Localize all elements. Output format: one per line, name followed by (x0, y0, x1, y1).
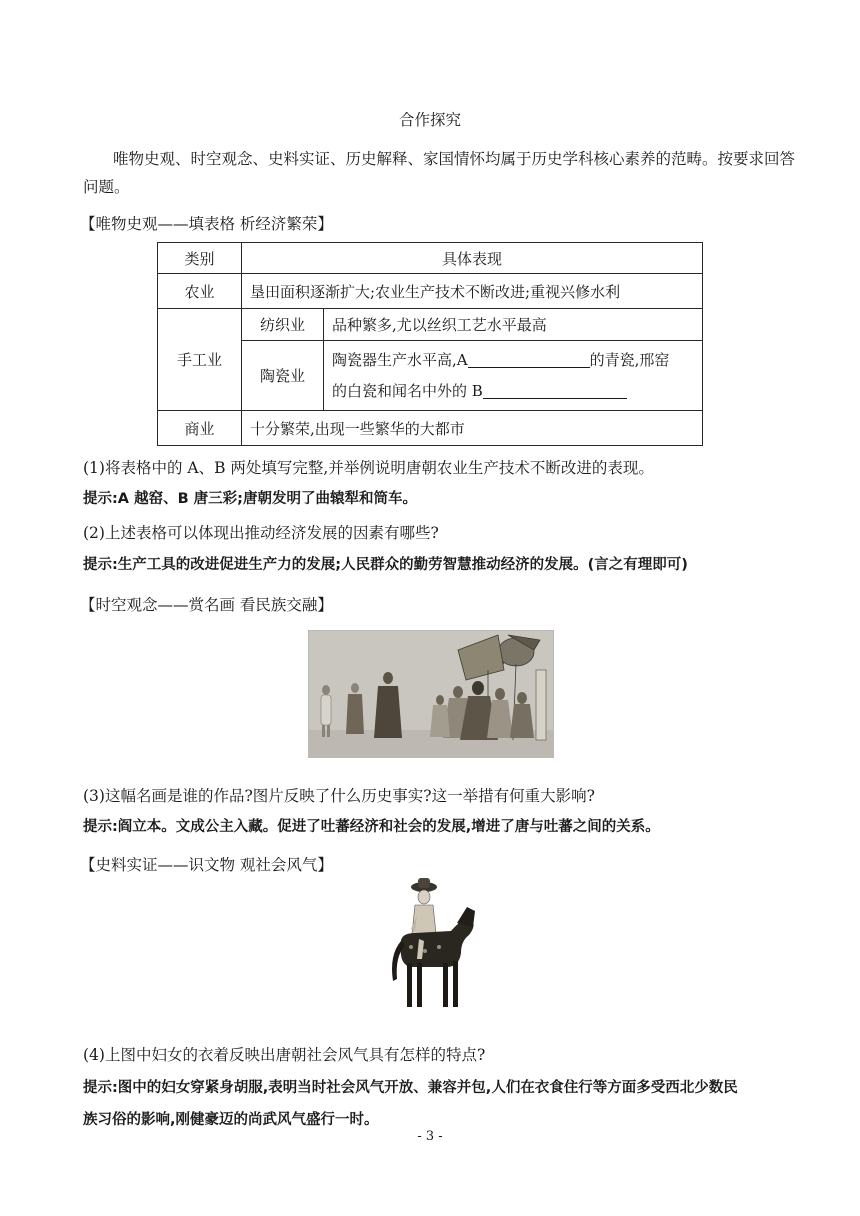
answer-4-line-1: 提示:图中的妇女穿紧身胡服,表明当时社会风气开放、兼容并包,人们在衣食住行等方面多受西北少数民 (83, 1080, 738, 1096)
porcelain-text-1: 陶瓷器生产水平高,A (332, 351, 468, 369)
section-heading-evidence: 【史料实证——识文物 观社会风气】 (80, 856, 333, 874)
table-header-category: 类别 (158, 243, 242, 274)
intro-line-1: 唯物史观、时空观念、史料实证、历史解释、家国情怀均属于历史学科核心素养的范畴。按要求回答 (113, 150, 796, 168)
sub-label-porcelain: 陶瓷业 (242, 341, 324, 411)
question-1: (1)将表格中的 A、B 两处填写完整,并举例说明唐朝农业生产技术不断改进的表现。 (83, 459, 654, 477)
row-value-commerce: 十分繁荣,出现一些繁华的大都市 (242, 411, 703, 446)
painting-image (308, 630, 554, 758)
page-title: 合作探究 (398, 111, 461, 129)
answer-2: 提示:生产工具的改进促进生产力的发展;人民群众的勤劳智慧推动经济的发展。(言之有理即可) (83, 557, 688, 573)
answer-4-line-2: 族习俗的影响,刚健豪迈的尚武风气盛行一时。 (83, 1112, 379, 1128)
question-2: (2)上述表格可以体现出推动经济发展的因素有哪些? (83, 524, 439, 542)
section-heading-materialism: 【唯物史观——填表格 析经济繁荣】 (80, 215, 333, 233)
row-value-porcelain (324, 341, 703, 411)
row-label-agriculture: 农业 (158, 274, 242, 309)
row-value-textile: 品种繁多,尤以丝织工艺水平最高 (324, 309, 703, 341)
table-header-details: 具体表现 (242, 243, 703, 274)
row-label-handicraft: 手工业 (158, 309, 242, 411)
answer-3: 提示:阎立本。文成公主入藏。促进了吐蕃经济和社会的发展,增进了唐与吐蕃之间的关系。 (83, 819, 660, 835)
question-4: (4)上图中妇女的衣着反映出唐朝社会风气具有怎样的特点? (83, 1046, 486, 1064)
answer-1: 提示:A 越窑、B 唐三彩;唐朝发明了曲辕犁和筒车。 (83, 491, 417, 507)
blank-b (483, 382, 627, 399)
page-number: - 3 - (417, 1129, 443, 1144)
porcelain-text-2: 的青瓷,邢窑 (589, 351, 670, 369)
sub-label-textile: 纺织业 (242, 309, 324, 341)
section-heading-spacetime: 【时空观念——赏名画 看民族交融】 (80, 596, 333, 614)
economy-table (157, 242, 703, 446)
row-value-agriculture: 垦田面积逐渐扩大;农业生产技术不断改进;重视兴修水利 (242, 274, 703, 309)
intro-line-2: 问题。 (83, 178, 130, 196)
porcelain-text-3: 的白瓷和闻名中外的 B (332, 382, 483, 400)
horse-rider-figurine-image (381, 875, 481, 1023)
question-3: (3)这幅名画是谁的作品?图片反映了什么历史事实?这一举措有何重大影响? (83, 787, 595, 805)
blank-a (468, 351, 590, 368)
row-label-commerce: 商业 (158, 411, 242, 446)
